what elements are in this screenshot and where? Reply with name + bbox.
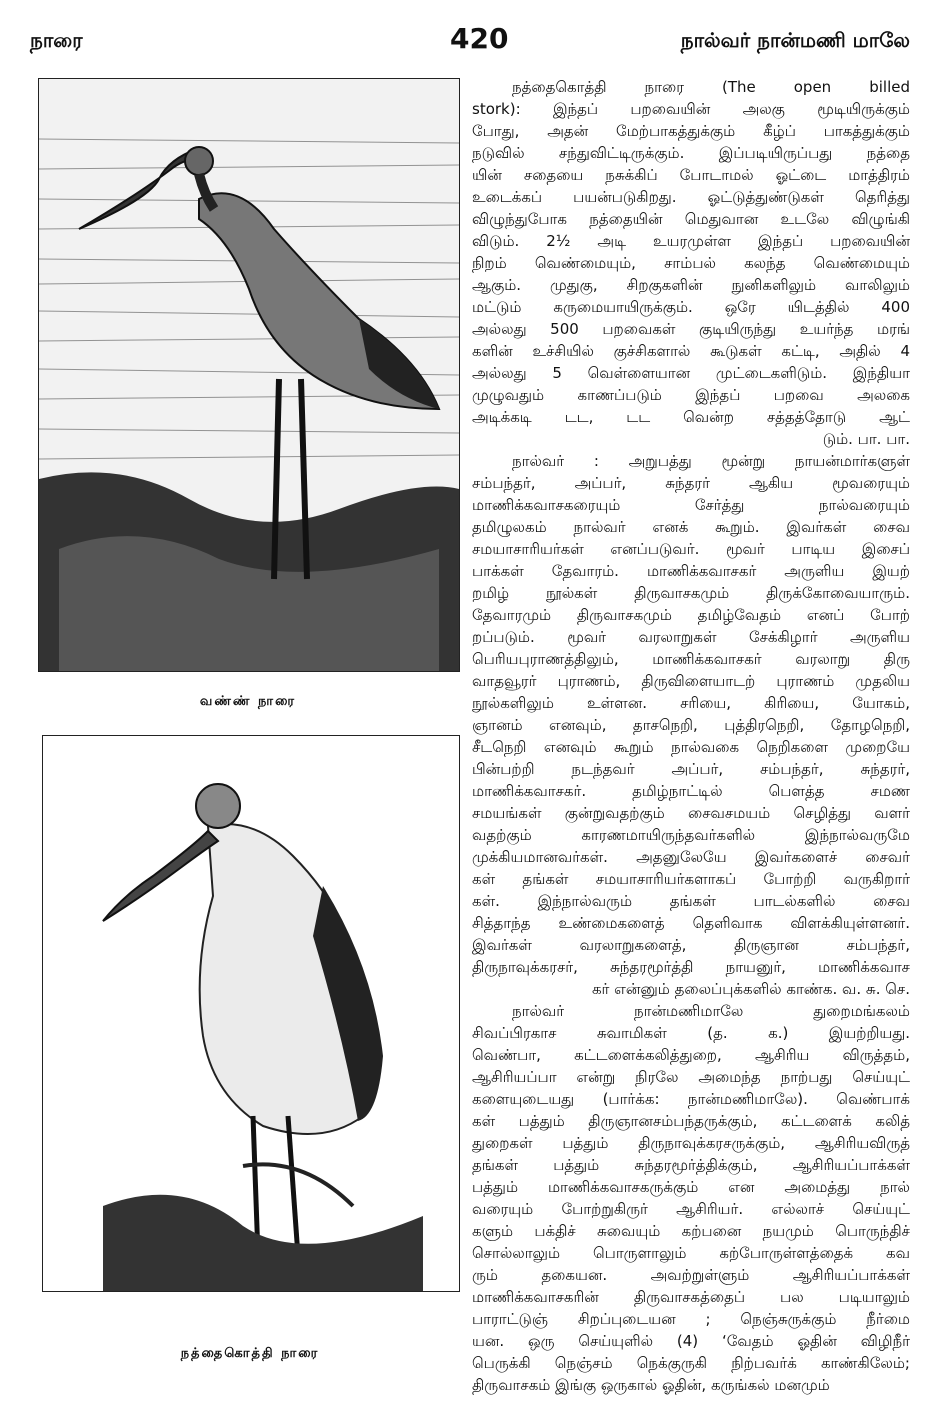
article-line: ஆகும். முதுகு, சிறகுகளின் நுனிகளிலும் வாலிலும் — [472, 276, 910, 294]
article-line: சித்தாந்த உண்மைகளைத் தெளிவாக விளக்கியுள்ளனர். — [472, 914, 910, 932]
stork-illustration-1 — [38, 78, 460, 672]
article-line: களின் உச்சியில் குச்சிகளால் கூடுகள் கட்டி, அதில் 4 — [472, 342, 910, 360]
article-line: பெரியபுராணத்திலும், மாணிக்கவாசகர் வரலாறு திரு — [472, 650, 910, 668]
article-line: பத்தும் மாணிக்கவாசகருக்கும் என அமைத்து நால் — [472, 1178, 910, 1196]
article-line: பெருக்கி நெஞ்சம் நெக்குருகி நிற்பவர்க் காண்கிலேம்; — [472, 1354, 910, 1372]
article-line: விடும். 2½ அடி உயரமுள்ள இந்தப் பறவையின் — [472, 232, 910, 250]
article-line: மட்டும் கருமையாயிருக்கும். ஒரே யிடத்தில் 400 — [472, 298, 910, 316]
article-line: பாராட்டுஞ் சிறப்புடையன ; நெஞ்சுருக்கும் நீர்மை — [472, 1310, 910, 1328]
article-line: றமிழ் நூல்கள் திருவாசகமும் திருக்கோவையாரும். — [472, 584, 910, 602]
stork-illustration-icon — [43, 736, 459, 1291]
article-text — [472, 76, 910, 1396]
article-line: போது, அதன் மேற்பாகத்துக்கும் கீழ்ப் பாகத்துக்கும் — [472, 122, 910, 140]
article-line: மாணிக்கவாசகர். தமிழ்நாட்டில் பௌத்த சமண — [472, 782, 910, 800]
article-line: நிறம் வெண்மையும், சாம்பல் கலந்த வெண்மையும் — [472, 254, 910, 272]
figure-caption-2: நத்தைகொத்தி நாரை — [180, 1346, 320, 1361]
article-line: பின்பற்றி நடந்தவர் அப்பர், சம்பந்தர், சுந்தரர், — [472, 760, 910, 778]
article-line: திருநாவுக்கரசர், சுந்தரமூர்த்தி நாயனுர், மாணிக்கவாச — [472, 958, 910, 976]
article-line: மாணிக்கவாசகரின் திருவாசகத்தைப் பல படியாலும் — [472, 1288, 910, 1306]
article-line: திருவாசகம் இங்கு ஒருகால் ஓதின், கருங்கல் மனமும் — [472, 1376, 830, 1394]
stork-illustration-icon — [39, 79, 459, 671]
article-line: யன. ஒரு செய்யுளில் (4) ‘வேதம் ஓதின் விழிநீர் — [472, 1332, 910, 1350]
article-line: களையுடையது (பார்க்க: நான்மணிமாலே). வெண்பாக் — [472, 1090, 910, 1108]
article-line: கள். இந்நால்வரும் தங்கள் பாடல்களில் சைவ — [472, 892, 910, 910]
article-line: மாணிக்கவாசகரையும் சேர்த்து நால்வரையும் — [472, 496, 910, 514]
page-number: 420 — [450, 22, 509, 55]
page-header — [30, 22, 910, 62]
header-left-title: நாரை — [30, 28, 83, 52]
article-line: வரையும் போற்றுகிருர் ஆசிரியர். எல்லாச் செய்யுட் — [472, 1200, 910, 1218]
article-line: முழுவதும் காணப்படும் இந்தப் பறவை அலகை — [472, 386, 910, 404]
article-line: கள் பத்தும் திருஞானசம்பந்தருக்கும், கட்டளைக் கலித் — [472, 1112, 910, 1130]
article-line: யின் சதையை நசுக்கிப் போடாமல் ஓட்டை மாத்திரம் — [472, 166, 910, 184]
article-line: ரும் தகையன. அவற்றுள்ளும் ஆசிரியப்பாக்கள் — [472, 1266, 910, 1284]
article-line: அல்லது 500 பறவைகள் குடியிருந்து உயர்ந்த மரங் — [472, 320, 910, 338]
article-line: களும் பக்திச் சுவையும் கற்பனை நயமும் பொருந்திச் — [472, 1222, 910, 1240]
article-line: பாக்கள் தேவாரம். மாணிக்கவாசகர் அருளிய இயற் — [472, 562, 910, 580]
article-line: ஆசிரியப்பா என்று நிரலே அமைந்த நாற்பது செய்யுட் — [472, 1068, 910, 1086]
article-line: விழுந்துபோக நத்தையின் மெதுவான உடலே விழுங்கி — [472, 210, 910, 228]
article-line: stork): இந்தப் பறவையின் அலகு மூடியிருக்கும் — [472, 100, 910, 118]
article-line: சொல்லாலும் பொருளாலும் கற்போருள்ளத்தைக் கவ — [472, 1244, 910, 1262]
article-line: நூல்களிலும் உள்ளன. சரியை, கிரியை, யோகம், — [472, 694, 910, 712]
article-line: தங்கள் பத்தும் சுந்தரமூர்த்திக்கும், ஆசிரியப்பாக்கள் — [472, 1156, 910, 1174]
article-line: உடைக்கப் பயன்படுகிறது. ஓட்டுத்துண்டுகள் தெரித்து — [472, 188, 910, 206]
article-line: முக்கியமானவர்கள். அதனுலேயே இவர்களைச் சைவர் — [472, 848, 910, 866]
article-line: சிவப்பிரகாச சுவாமிகள் (த. க.) இயற்றியது. — [472, 1024, 910, 1042]
article-line: சமயாசாரியர்கள் எனப்படுவர். மூவர் பாடிய இசைப் — [472, 540, 910, 558]
article-line: வதற்கும் காரணமாயிருந்தவர்களில் இந்நால்வருமே — [472, 826, 910, 844]
article-line: சீடநெறி எனவும் கூறும் நால்வகை நெறிகளை முறையே — [472, 738, 910, 756]
article-line: அடிக்கடி டட, டட வென்ற சத்தத்தோடு ஆட் — [472, 408, 910, 426]
article-line: டும். பா. பா. — [822, 430, 910, 448]
article-line: நால்வர் நான்மணிமாலே துறைமங்கலம் — [512, 1002, 910, 1020]
article-line: நால்வர் : அறுபத்து மூன்று நாயன்மார்களுள் — [512, 452, 910, 470]
article-line: வாதவூரர் புராணம், திருவிளையாடற் புராணம் முதலிய — [472, 672, 910, 690]
article-line: தமிழுலகம் நால்வர் எனக் கூறும். இவர்கள் சைவ — [472, 518, 910, 536]
article-line: இவர்கள் வரலாறுகளைத், திருஞான சம்பந்தர், — [472, 936, 910, 954]
article-line: நடுவில் சந்துவிட்டிருக்கும். இப்படியிருப்பது நத்தை — [472, 144, 910, 162]
article-line: அல்லது 5 வெள்ளையான முட்டைகளிடும். இந்தியா — [472, 364, 910, 382]
article-line: றப்படும். மூவர் வரலாறுகள் சேக்கிழார் அருளிய — [472, 628, 910, 646]
article-line: கர் என்னும் தலைப்புக்களில் காண்க. வ. சு. செ. — [591, 980, 910, 998]
stork-illustration-2 — [42, 735, 460, 1292]
figure-caption-1: வண்ண் நாரை — [199, 694, 297, 709]
article-line: ஞானம் எனவும், தாசநெறி, புத்திரநெறி, தோழநெறி, — [472, 716, 910, 734]
article-line: கள் தங்கள் சமயாசாரியர்களாகப் போற்றி வருகிறார் — [472, 870, 910, 888]
article-line: சம்பந்தர், அப்பர், சுந்தரர் ஆகிய மூவரையும் — [472, 474, 910, 492]
article-line: சமயங்கள் குன்றுவதற்கும் சைவசமயம் செழித்து வளர் — [472, 804, 910, 822]
header-right-title: நால்வர் நான்மணி மாலே — [680, 28, 910, 52]
article-line: துறைகள் பத்தும் திருநாவுக்கரசருக்கும், ஆசிரியவிருத் — [472, 1134, 910, 1152]
article-line: தேவாரமும் திருவாசகமும் தமிழ்வேதம் எனப் போற் — [472, 606, 910, 624]
article-line: நத்தைகொத்தி நாரை (The open billed — [512, 78, 910, 96]
article-line: வெண்பா, கட்டளைக்கலித்துறை, ஆசிரிய விருத்தம், — [472, 1046, 910, 1064]
